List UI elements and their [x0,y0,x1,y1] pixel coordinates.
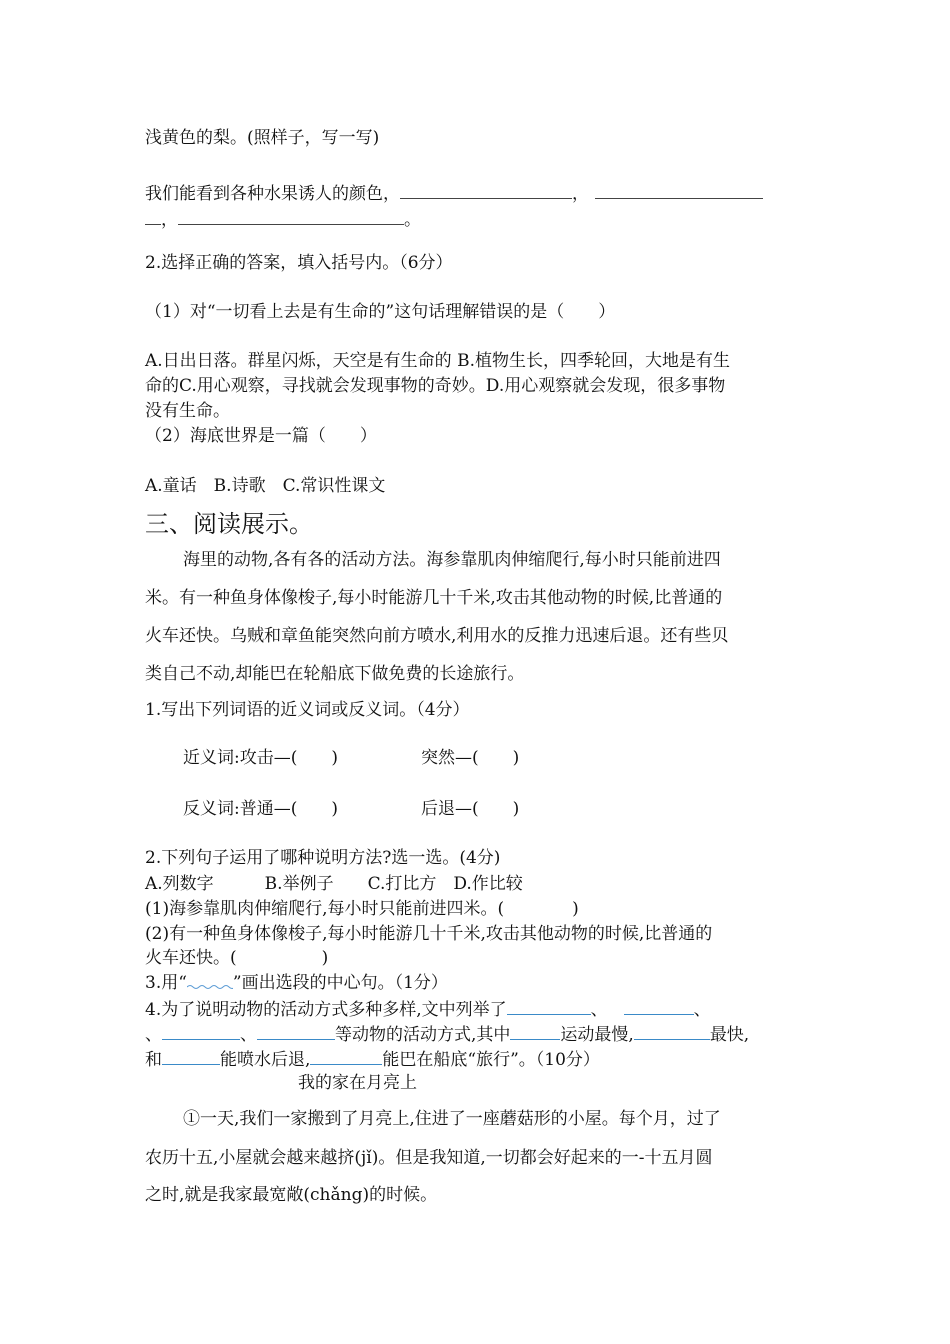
q-method-title: 2.下列句子运用了哪种说明方法?选一选。(4分) [145,848,501,868]
blank-slowest[interactable] [510,1021,560,1040]
answer-blank-3[interactable] [178,206,404,225]
fill-prefix: 我们能看到各种水果诱人的颜色， [145,184,400,204]
q-fill-line-2: 、 、 等动物的活动方式,其中 运动最慢, 最快, [145,1021,749,1047]
q-choose-sub1-options-3: 没有生命。 [145,401,230,421]
q-choose-title: 2.选择正确的答案，填入括号内。（6分） [145,253,453,273]
story-line-2: 农历十五,小屋就会越来越挤(jǐ)。但是我知道,一切都会好起来的一-十五月圆 [145,1148,713,1168]
fill-line-1: 我们能看到各种水果诱人的颜色， ， [145,180,763,206]
q-words-title: 1.写出下列词语的近义词或反义词。（4分） [145,700,470,720]
synonym-item-1: 近义词:攻击—( ) [183,748,338,768]
blank-fastest[interactable] [634,1021,710,1040]
q-choose-sub1-options-2: 命的C.用心观察，寻找就会发现事物的奇妙。D.用心观察就会发现，很多事物 [145,376,726,396]
answer-blank-1[interactable] [400,180,572,199]
q-method-sentence-2-l1: (2)有一种鱼身体像梭子,每小时能游几十千米,攻击其他动物的时候,比普通的 [145,924,713,944]
q-fill-line-3: 和 能喷水后退, 能巴在船底“旅行”。（10分） [145,1046,600,1072]
section-heading: 三、阅读展示。 [145,510,313,538]
q-choose-sub2-options: A.童话 B.诗歌 C.常识性课文 [145,476,386,496]
q-choose-sub2: （2）海底世界是一篇（ ） [145,426,377,446]
blank-spray[interactable] [162,1046,220,1065]
wavy-line-icon [187,974,233,988]
antonym-item-1: 反义词:普通—( ) [183,799,338,819]
story-title: 我的家在月亮上 [298,1073,417,1093]
passage-line-4: 类自己不动,却能巴在轮船底下做免费的长途旅行。 [145,664,525,684]
q-method-sentence-2-l2: 火车还快。( ) [145,948,329,968]
q-method-sentence-1: (1)海参靠肌肉伸缩爬行,每小时只能前进四米。( ) [145,899,579,919]
passage-line-3: 火车还快。乌贼和章鱼能突然向前方喷水,利用水的反推力迅速后退。还有些贝 [145,626,729,646]
blank-ship[interactable] [310,1046,382,1065]
antonym-item-2: 后退—( ) [421,799,520,819]
synonym-item-2: 突然—( ) [421,748,520,768]
example-instruction: 浅黄色的梨。(照样子，写一写) [145,128,380,148]
q-method-options: A.列数字 B.举例子 C.打比方 D.作比较 [145,874,523,894]
passage-line-2: 米。有一种鱼身体像梭子,每小时能游几十千米,攻击其他动物的时候,比普通的 [145,588,723,608]
q-fill-line-1: 4.为了说明动物的活动方式多种多样,文中列举了 、 、 [145,996,711,1022]
answer-blank-2-cont[interactable] [145,206,161,225]
blank-animal-2[interactable] [624,996,694,1015]
blank-animal-1[interactable] [507,996,591,1015]
story-line-3: 之时,就是我家最宽敞(chǎng)的时候。 [145,1185,438,1205]
blank-animal-4[interactable] [257,1021,335,1040]
q-choose-sub1: （1）对“一切看上去是有生命的”这句话理解错误的是（ ） [145,302,616,322]
passage-line-1: 海里的动物,各有各的活动方法。海参靠肌肉伸缩爬行,每小时只能前进四 [183,550,721,570]
fill-line-2: ， 。 [145,206,421,232]
story-line-1: ①一天,我们一家搬到了月亮上,住进了一座蘑菇形的小屋。每个月，过了 [183,1109,721,1129]
answer-blank-2[interactable] [595,180,763,199]
q-center-sentence: 3.用“ ”画出选段的中心句。（1分） [145,973,448,993]
blank-animal-3[interactable] [162,1021,240,1040]
q-choose-sub1-options-1: A.日出日落。群星闪烁，天空是有生命的 B.植物生长，四季轮回，大地是有生 [145,351,730,371]
